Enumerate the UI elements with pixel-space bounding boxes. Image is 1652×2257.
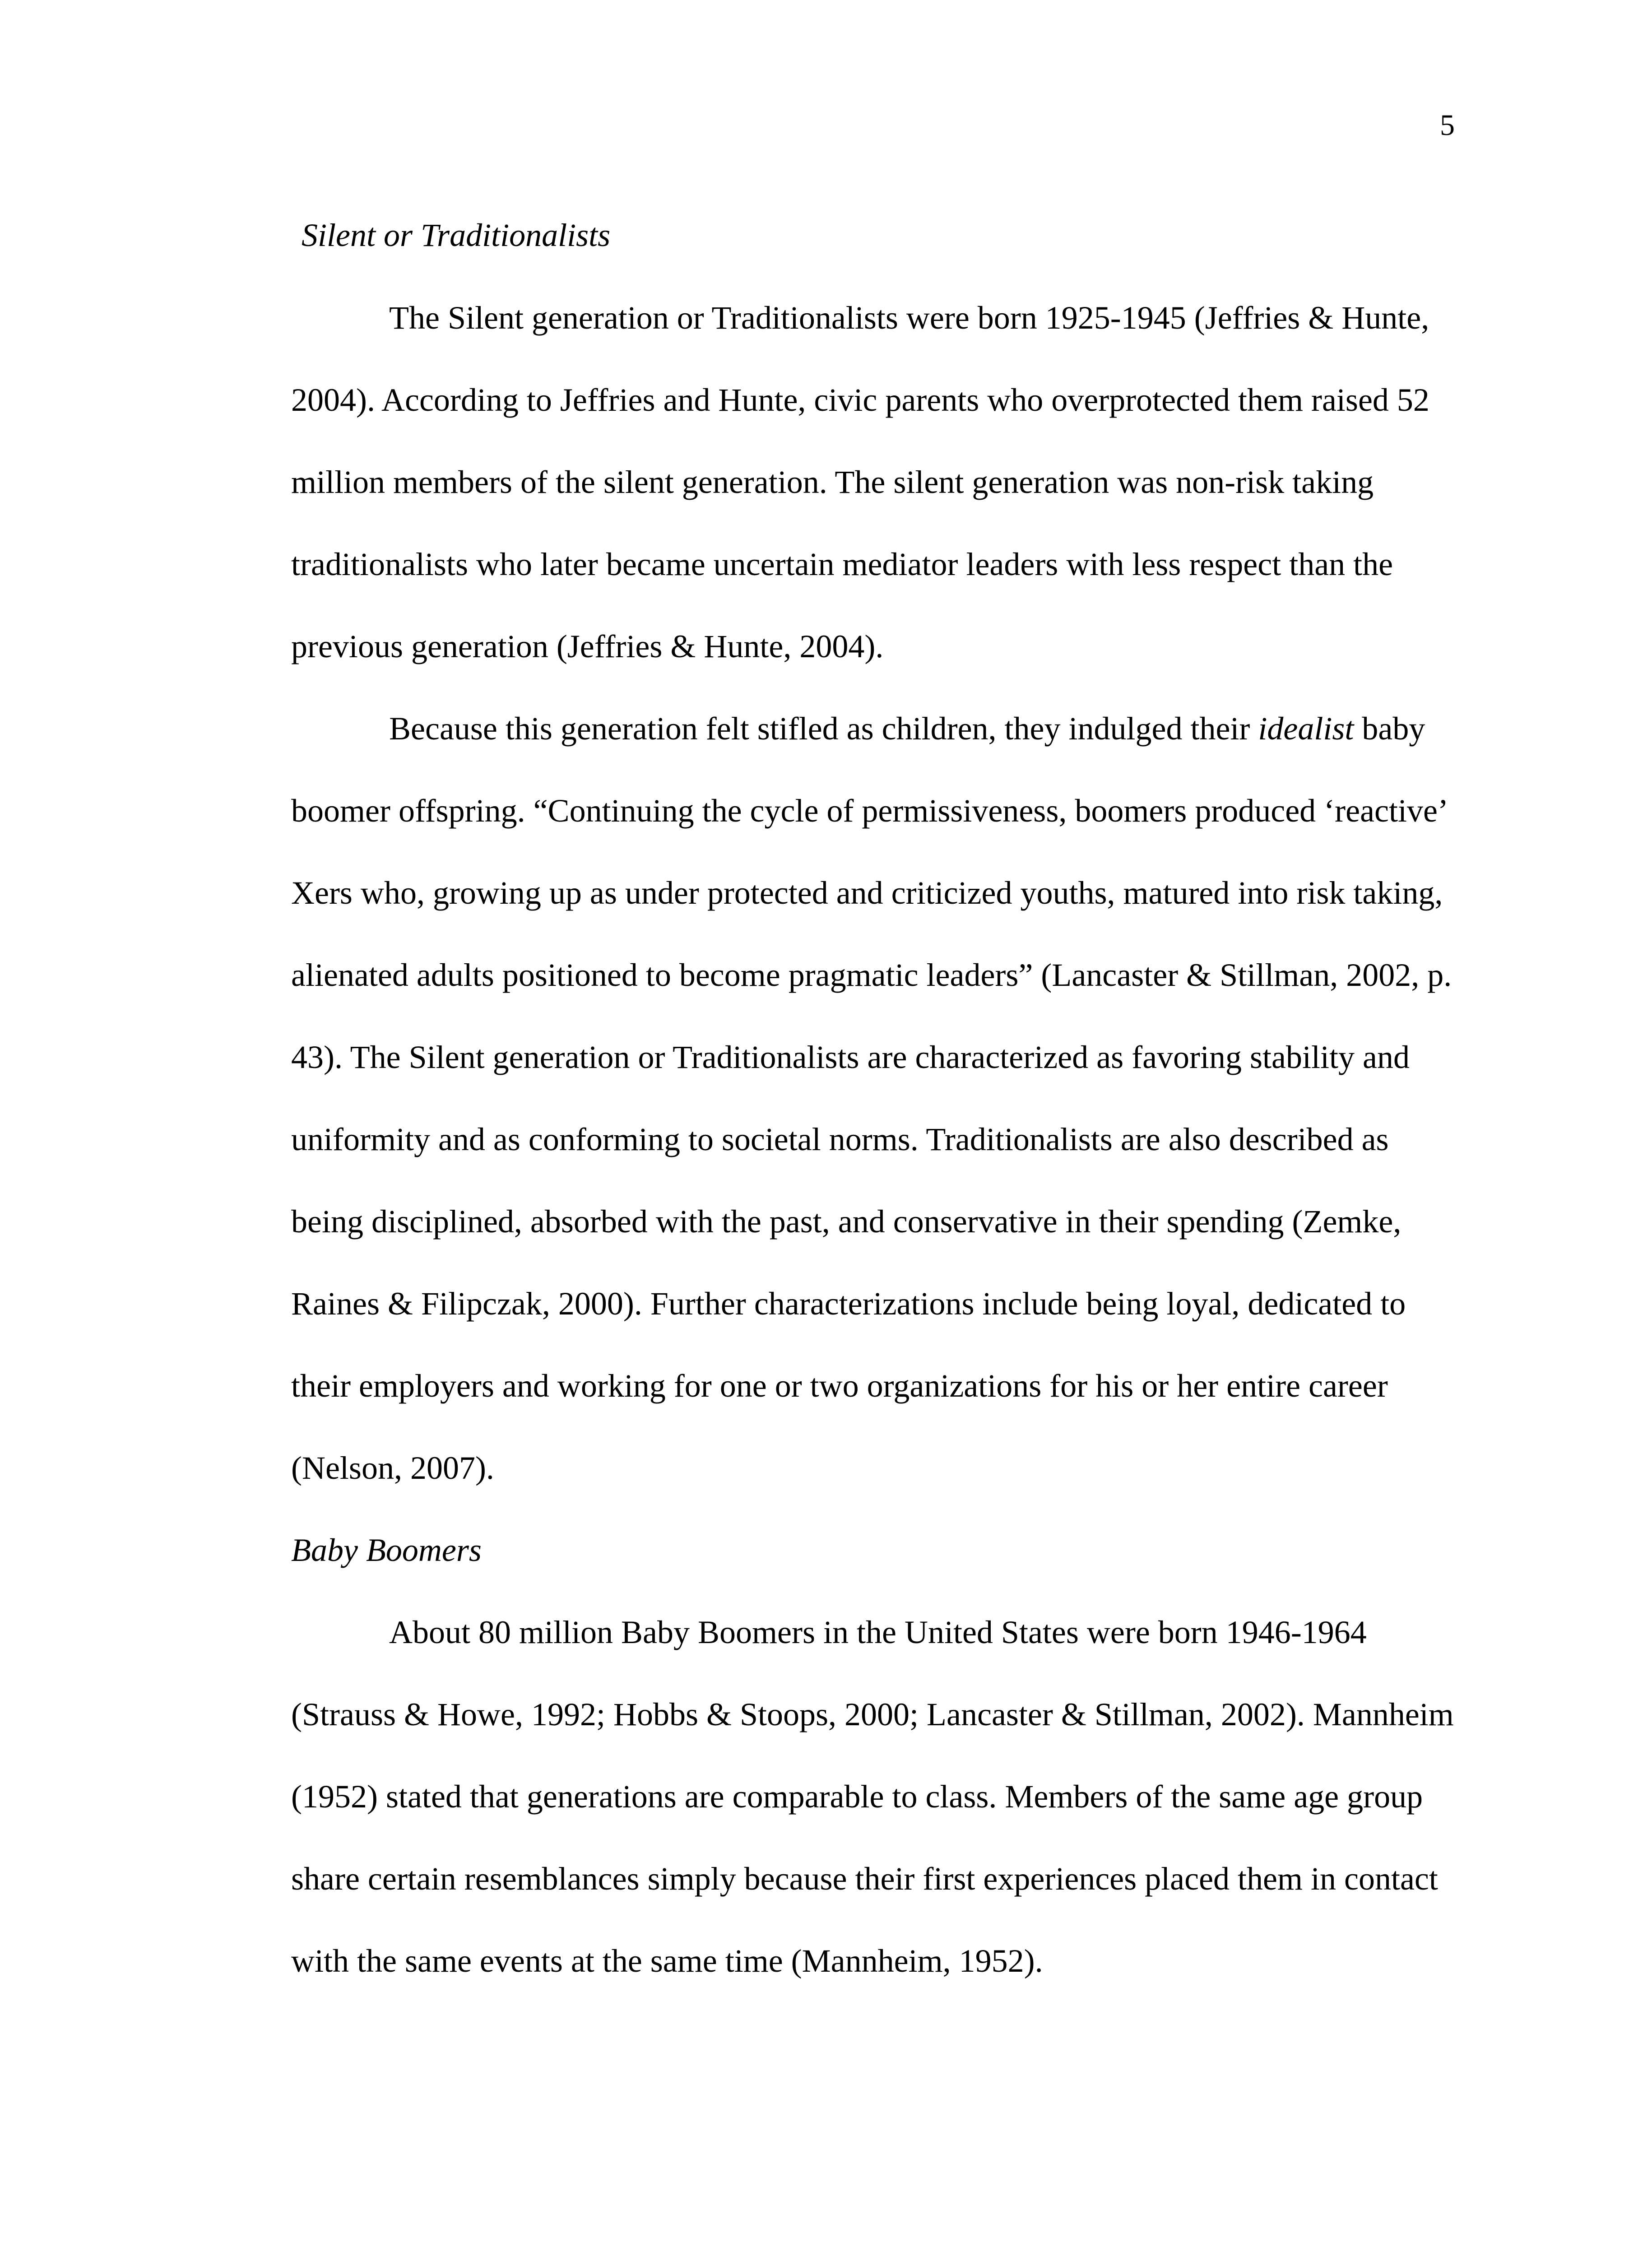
italic-term: idealist	[1258, 711, 1354, 747]
paragraph-line: million members of the silent generation. The silent generation was non-risk taking	[291, 464, 1374, 500]
text-run: Because this generation felt stifled as children, they indulged their	[389, 711, 1258, 747]
paragraph-line	[389, 712, 1425, 745]
paragraph-line: (1952) stated that generations are comparable to class. Members of the same age group	[291, 1779, 1423, 1815]
paragraph-line: being disciplined, absorbed with the past, and conservative in their spending (Zemke,	[291, 1203, 1401, 1240]
text-run: baby	[1354, 711, 1425, 747]
paragraph-line: 2004). According to Jeffries and Hunte, civic parents who overprotected them raised 52	[291, 382, 1429, 418]
page-number: 5	[1440, 109, 1455, 142]
paragraph-line: About 80 million Baby Boomers in the United States were born 1946-1964	[389, 1614, 1367, 1650]
paragraph-line: boomer offspring. “Continuing the cycle of permissiveness, boomers produced ‘reactive’	[291, 793, 1448, 829]
section-heading-silent: Silent or Traditionalists	[302, 217, 611, 253]
paragraph-line: traditionalists who later became uncertain mediator leaders with less respect than the	[291, 546, 1393, 582]
paragraph-line: The Silent generation or Traditionalists were born 1925-1945 (Jeffries & Hunte,	[389, 300, 1429, 336]
section-heading-baby-boomers: Baby Boomers	[291, 1532, 482, 1568]
paragraph-line: (Nelson, 2007).	[291, 1450, 494, 1486]
paragraph-line: 43). The Silent generation or Traditionalists are characterized as favoring stability and	[291, 1039, 1410, 1075]
paragraph-line: their employers and working for one or two organizations for his or her entire career	[291, 1368, 1388, 1404]
paragraph-line: share certain resemblances simply because their first experiences placed them in contact	[291, 1861, 1438, 1897]
paragraph-line: Xers who, growing up as under protected and criticized youths, matured into risk taking,	[291, 875, 1443, 911]
paragraph-line: previous generation (Jeffries & Hunte, 2004).	[291, 628, 884, 664]
paragraph-line: Raines & Filipczak, 2000). Further characterizations include being loyal, dedicated to	[291, 1286, 1406, 1322]
paragraph-line: alienated adults positioned to become pragmatic leaders” (Lancaster & Stillman, 2002, p.	[291, 957, 1452, 993]
paragraph-line: with the same events at the same time (Mannheim, 1952).	[291, 1943, 1043, 1979]
paragraph-line: uniformity and as conforming to societal norms. Traditionalists are also described as	[291, 1121, 1389, 1157]
paragraph-line: (Strauss & Howe, 1992; Hobbs & Stoops, 2000; Lancaster & Stillman, 2002). Mannheim	[291, 1696, 1454, 1732]
